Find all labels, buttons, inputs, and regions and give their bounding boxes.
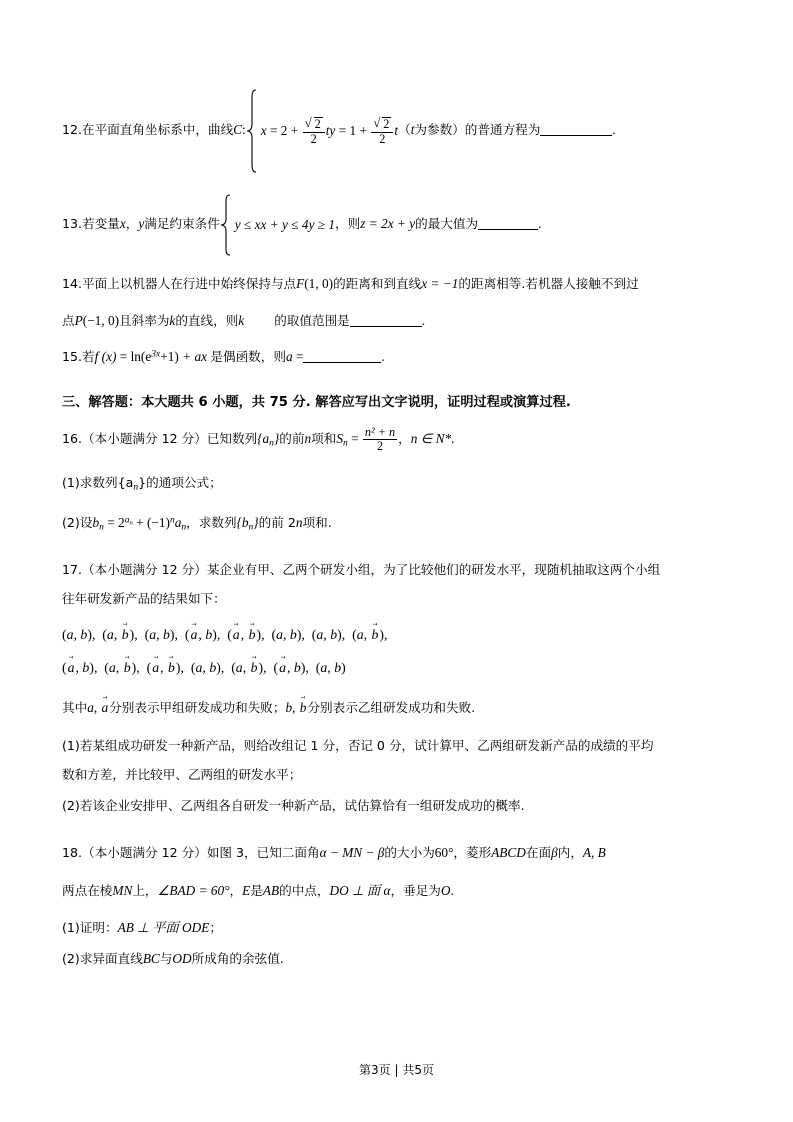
q12-param-note: （ [398,122,411,138]
q17-tuple: (a, b →) [102,627,134,642]
q16-part2-bsub: n [99,521,104,533]
q13-var-x: x [119,216,126,232]
tuple-separator: , [134,627,145,643]
q12-eq2-frac [371,117,393,146]
q17-part2 [62,793,731,818]
question-15 [62,344,731,369]
q16-part2-a: (2)设 [62,515,93,531]
q12-eq2-a: 1 [349,122,357,138]
q17-number: 17. [62,561,83,577]
q17-tuple: (a →, b) [273,660,305,675]
q13-c3: y ≥ 1 [308,217,336,233]
q16-part2-g: } [253,515,259,531]
q18-l2-i: 的中点， [279,882,330,898]
q12-param-note2: 为参数）的普通方程为 [414,122,541,138]
tuple-b: b [209,660,217,676]
q18-part2-e: 所成角的余弦值. [191,951,284,967]
q12-period: . [612,122,616,138]
q18-part2-a: (2)求异面直线 [62,951,143,967]
q12-eq1-var: t [325,122,330,138]
q13-lead1: 若变量 [82,216,120,232]
question-18-stem [62,840,731,865]
q13-answer-blank[interactable] [478,216,538,230]
q16-lead3: 项和 [311,430,337,446]
question-14 [62,271,731,334]
q18-l1-f: ABCD [491,845,526,861]
q15-inner: (e [140,348,152,364]
q13-system [220,193,335,257]
q18-l2-h: AB [262,882,280,898]
q16-S-sub: n [342,437,348,449]
q17-note-d: a → [101,695,110,720]
q16-comma: ， [398,430,411,446]
q13-expr: z = 2x + y [360,216,416,232]
q13-brace-icon [220,193,232,257]
q18-line2 [62,878,731,903]
q17-note-e: 分别表示甲组研发成功和失败； [109,700,286,716]
q17-tuple: (a →, b →) [227,627,261,642]
q18-l1-a: 如图 3，已知二面角 [206,845,320,861]
q18-part1-b: AB ⊥ 平面 ODE [117,919,210,935]
q12-eq1-frac [303,117,325,146]
q16-seq: {a [257,430,270,446]
tuple-separator: , [136,660,147,676]
q16-part2-expsub: n [129,519,133,527]
q15-period: . [381,348,385,364]
q16-eq: = [351,430,359,446]
q17-tuple: (a →, b) [62,660,94,675]
q14-line2b: 且斜率为 [119,313,170,329]
q15-plus-ax: + ax [182,348,208,364]
q18-part2-c: 与 [159,951,173,967]
q18-l2-c: 上， [132,882,158,898]
tuple-a: a → [190,619,199,650]
tuple-b: b [334,660,342,676]
tuple-separator: , [216,627,228,643]
q18-l1-c: 的大小为 [384,845,435,861]
q17-line2-text: 往年研发新产品的结果如下： [62,591,226,607]
q18-l1-h: β [551,845,558,861]
q17-tuple: (a →, b →) [147,660,181,675]
q16-part2-f: {b [236,515,249,531]
q16-S: S [336,430,343,446]
q18-part2-b: BC [142,951,160,967]
q18-l2-g: 是 [250,882,263,898]
q16-part2-eq: = 2 [107,515,125,531]
q17-tuple: (a →, b) [185,627,217,642]
q16-part1-a: (1)求数列{a [62,474,134,490]
q16-part1-sub: n [133,481,139,493]
tuple-separator: , [220,660,232,676]
q14-number: 14. [62,276,83,291]
q18-part1-c: ； [209,919,222,935]
q12-eq2-plus: + [359,122,367,138]
q17-note-h: b → [299,695,308,720]
q17-tuple: (a, b →) [104,660,136,675]
q17-part2-text: (2)若该企业安排甲、乙两组各自研发一种新产品，试估算恰有一组研发成功的概率. [62,798,525,814]
tuple-separator: , [263,660,274,676]
q14-line2c: 的直线，则 [175,313,239,329]
q16-part2-c: + (−1) [136,515,170,531]
q16-part2-fsub: n [248,521,254,533]
q12-eq1-num: √ 2 [303,117,325,132]
q14-slope-k: k [169,313,176,329]
q12-eq2 [329,117,399,146]
q12-eq2-den: 2 [379,131,386,146]
q18-l2-l: O [440,882,451,898]
q18-part1 [62,915,731,940]
tuple-a: a [149,627,157,643]
tuple-b: b [205,627,213,643]
q14-point-p: P [74,313,83,329]
tuple-separator: , [180,660,191,676]
q15-fx: f (x) [94,348,117,364]
tuple-a: a [235,660,243,676]
tuple-a: a [66,627,74,643]
q18-l2-e: ， [229,882,243,898]
q12-colon: : [242,122,246,138]
q18-l1-g: 在面 [525,845,552,861]
q18-l2-a: 两点在棱 [62,882,113,898]
q12-eq1-a: 2 [280,122,288,138]
tuple-b: b [80,627,88,643]
tuple-b: b → [250,652,259,683]
question-13 [62,193,731,257]
q13-c1: y ≤ x [234,217,261,233]
tuple-b: b [330,627,338,643]
q16-part1 [62,470,731,497]
q17-note-a: 其中 [62,700,88,716]
q16-number: 16. [62,430,83,446]
q15-tail: 是偶函数，则 [210,348,286,364]
q14-line-eq: x = −1 [421,276,459,291]
q13-number: 13. [62,216,83,232]
q15-inner2: +1) [160,348,179,364]
q14-line1a: 平面上以机器人在行进中始终保持与点 [82,276,297,291]
q16-lead2: 的前 [279,430,305,446]
q16-seq-end: } [273,430,280,446]
q15-var-a: a [285,348,293,364]
question-16-stem [62,426,731,454]
q16-lead: 已知数列 [206,430,258,446]
q12-eq1-eq: = [269,122,278,138]
tuple-separator: , [261,627,272,643]
q14-line1c: 的距离相等.若机器人接触不到过 [458,276,639,291]
q16-frac-den: 2 [376,439,384,454]
q12-curve-label: C [233,122,243,138]
q12-param-var: t [410,122,415,138]
tuple-b: b → [371,619,380,650]
q14-point-f: F [296,276,305,291]
tuple-separator: , [174,627,185,643]
q17-tuple: (a, b) [190,660,221,676]
q18-l1-i: 内， [557,845,583,861]
q13-constraints [232,212,335,238]
tuple-separator: , [301,627,312,643]
q12-eq2-num: √ 2 [371,117,393,132]
q15-lead: 若 [82,348,95,364]
q16-part2-dsub: n [181,521,187,533]
q17-note-b: a [87,700,94,716]
q12-answer-blank[interactable] [540,122,612,136]
q13-lead2: 满足约束条件 [144,216,220,232]
q16-part2-h: 的前 2 [258,515,296,531]
q17-part1-line2 [62,762,731,787]
q18-l2-j: DO ⊥ 面 α [329,882,391,898]
q17-part1-line1 [62,733,731,758]
q14-line2 [62,308,731,333]
tuple-a: a [106,627,114,643]
q14-period: . [421,313,426,329]
tuple-b: b → [248,619,257,650]
q12-eq1-den: 2 [310,131,317,146]
section-title: 三、解答题：本大题共 6 小题，共 75 分. 解答应写出文字说明，证明过程或演算过程. [62,394,571,410]
q14-answer-blank[interactable] [350,313,422,327]
q17-part1-l2: 数和方差，并比较甲、乙两组的研发水平； [62,766,302,782]
q16-domain: n ∈ N* [410,430,452,446]
q15-answer-blank[interactable] [303,349,381,363]
q12-eq1-lhs: x [260,122,267,138]
q18-l2-m: . [450,882,454,898]
q16-part2-expn: n [169,514,175,526]
q14-line1 [62,271,731,296]
q16-score: （本小题满分 12 分） [82,430,207,446]
q18-l1-e: ，菱形 [453,845,492,861]
tuple-a: a → [278,652,287,683]
q18-l2-f: E [242,882,251,898]
q17-part1-l1: (1)若某组成功研发一种新产品，则给改组记 1 分，否记 0 分，试计算甲、乙两组研发新产品的成绩的平均 [62,737,654,753]
q18-l1-d: 60° [434,845,454,861]
q16-part2-d: a [174,515,182,531]
q17-line2 [62,586,731,611]
tuple-separator: , [305,660,316,676]
question-17-stem [62,557,731,582]
q14-line2d: 的取值范围是 [274,313,350,329]
q15-ln: ln [130,348,141,364]
q18-l1-j: A, B [582,845,606,861]
q17-note-f: b [285,700,293,716]
q17-tuple: (a, b) [271,627,302,643]
q16-seq-sub: n [269,437,274,449]
tuple-a: a [195,660,203,676]
q17-note [62,695,731,720]
q13-tail: 的最大值为 [415,216,479,232]
q13-comma: ， [125,216,139,232]
q17-line1: 某企业有甲、乙两个研发小组，为了比较他们的研发水平，现随机抽取这两个小组 [206,561,661,577]
tuple-a: a → [151,652,160,683]
q18-part1-a: (1)证明： [62,919,118,935]
q17-tuples-row-1 [62,619,731,650]
q18-score: （本小题满分 12 分） [82,845,207,861]
q16-part1-end: }的通项公式； [138,474,222,490]
tuple-b: b [82,660,90,676]
q12-equations [258,114,398,149]
q16-part2-i: n [295,515,303,531]
q16-part2 [62,510,731,537]
q17-note-c: , [93,700,98,716]
q16-part2-b: b [92,515,100,531]
tuple-b: b [293,660,301,676]
q16-part2-j: 项和. [302,515,332,531]
tuple-b: b → [123,652,132,683]
q17-tuples-row-2 [62,652,731,683]
q16-var-n: n [304,430,312,446]
q12-system [246,88,398,174]
q17-tuple: (a, b) [144,627,175,643]
q12-eq2-var: t [394,122,399,138]
tuple-b: b → [167,652,176,683]
q16-frac [363,426,397,454]
q13-period: . [538,216,542,232]
tuple-a: a [276,627,283,643]
question-12 [62,88,731,184]
q18-l2-b: MN [112,882,133,898]
tuple-b: b [289,627,297,643]
q17-tuple: (a, b) [315,660,346,676]
tuple-b: b → [121,619,130,650]
q15-number: 15. [62,348,83,364]
q17-note-g: , [292,700,296,716]
q15-exp: 3x [151,348,161,360]
q12-eq1 [260,117,330,146]
q12-eq2-eq: = [338,122,347,138]
q14-line2a: 点 [62,313,75,329]
tuple-separator: , [91,627,103,643]
q12-eq1-plus: + [290,122,299,138]
q18-part2 [62,946,731,971]
tuple-b: b [163,627,170,643]
tuple-a: a → [67,652,76,683]
tuple-separator: , [384,627,388,643]
q15-eq2: = [295,348,304,364]
q13-c2: x + y ≤ 4 [260,217,309,233]
q18-l2-k: ，垂足为 [390,882,441,898]
q18-l1-b: α − MN − β [319,845,385,861]
tuple-a: a [356,627,364,643]
q17-tuple: (a, b →) [231,660,263,675]
q13-mid: ，则 [335,216,361,232]
q17-note-i: 分别表示乙组研发成功和失败. [307,700,476,716]
q16-part2-e: ，求数列 [186,515,237,531]
q12-lead: 在平面直角坐标系中，曲线 [82,122,234,138]
tuple-a: a [320,660,328,676]
q18-l2-d: ∠BAD = 60° [157,882,230,898]
q17-tuple: (a, b) [311,627,342,643]
q14-k2: k [238,313,245,329]
tuple-a: a → [232,619,241,650]
tuple-separator: , [341,627,353,643]
q16-frac-num: n² + n [364,424,396,439]
q16-part2-exp: a [124,514,130,526]
q12-eq2-lhs: y [329,122,336,138]
q17-score: （本小题满分 12 分） [82,561,207,577]
q13-var-y: y [138,216,145,232]
q14-p-coord: (−1, 0) [82,313,120,329]
q17-tuple: (a, b) [62,627,92,643]
q12-brace-icon [246,88,258,174]
tuple-separator: , [93,660,105,676]
tuple-a: a [108,660,116,676]
q12-number: 12. [62,122,83,138]
q18-part2-d: OD [172,951,192,967]
page-footer: 第3页 | 共5页 [359,1063,434,1077]
q16-period: . [451,430,455,446]
q14-f-coord: (1, 0) [304,276,334,291]
q15-eq: = [119,348,128,364]
q14-line1b: 的距离和到直线 [333,276,422,291]
q17-tuple: (a, b →) [352,627,384,642]
tuple-a: a [316,627,324,643]
q18-number: 18. [62,845,83,861]
